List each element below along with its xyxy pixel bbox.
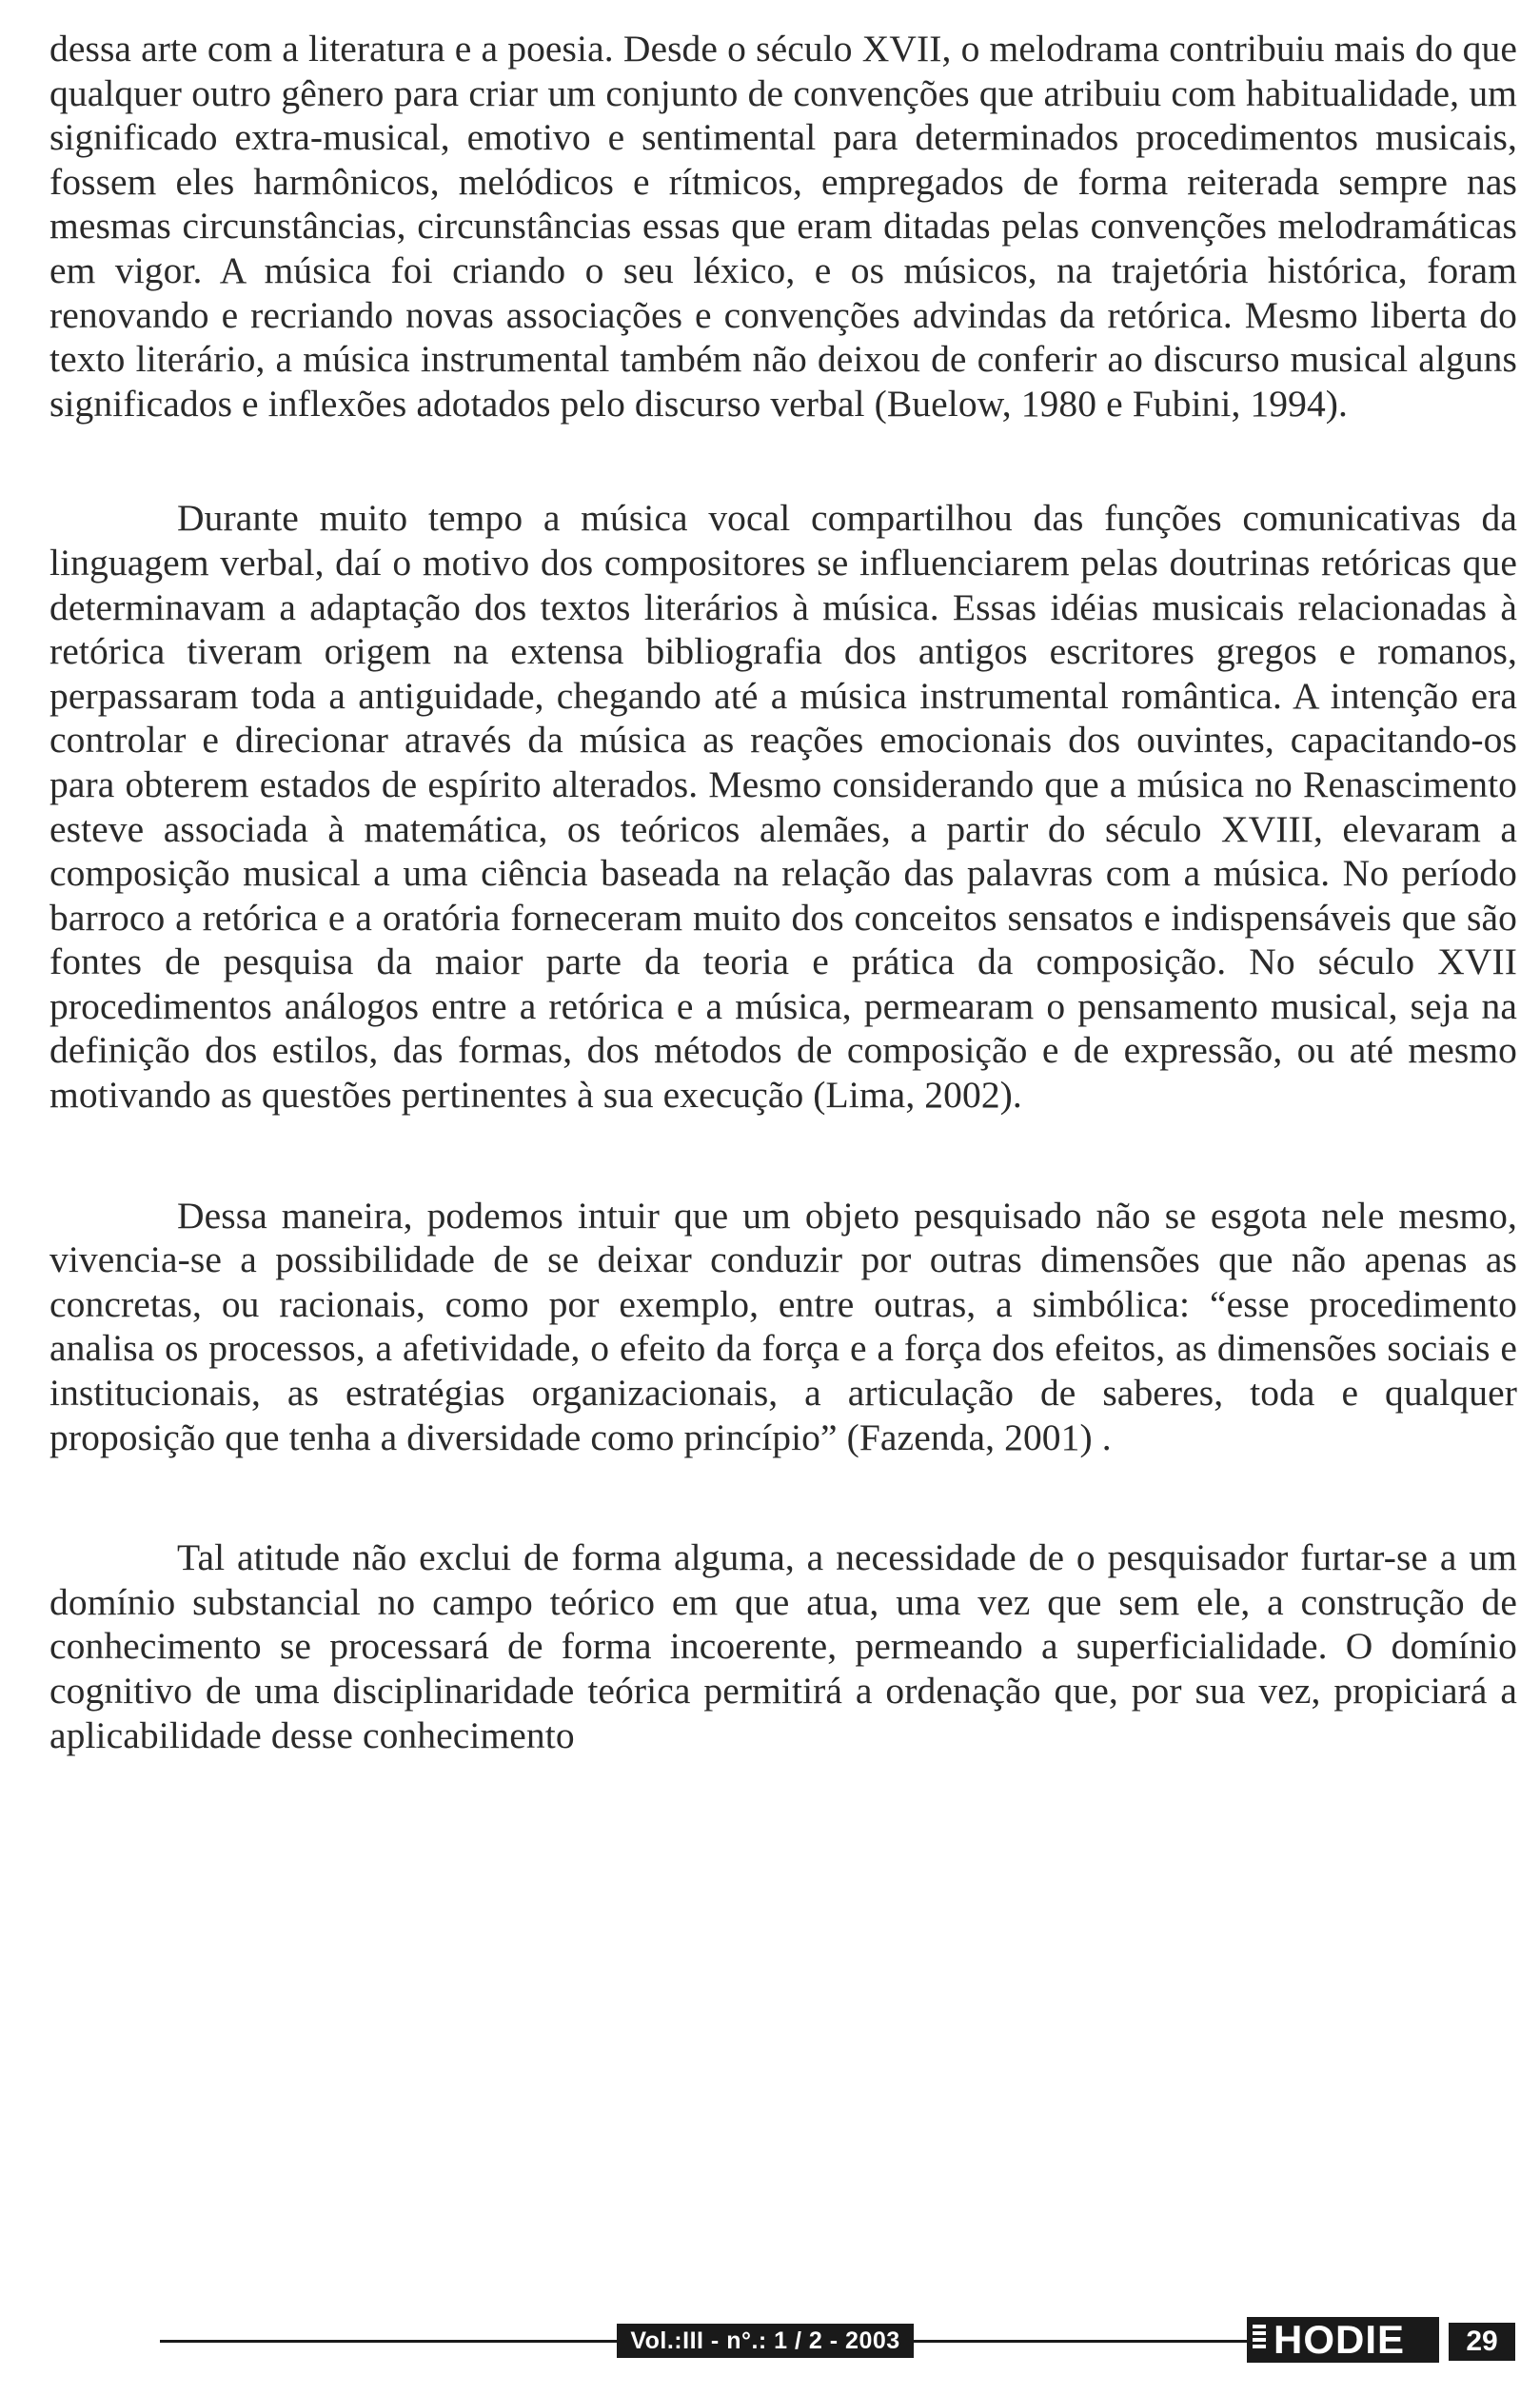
- page-footer: [0, 2317, 1540, 2365]
- paragraph-4: Tal atitude não exclui de forma alguma, a necessidade de o pesquisador furtar-se a um domínio substancial no campo teórico em que atua, uma vez que sem ele, a construção de conhecimento se processará de forma incoerente, permeando a superficialidade. O domínio cognitivo de uma disciplinaridade teórica permitirá a ordenação que, por sua vez, propiciará a aplicabilidade desse conhecimento: [49, 1536, 1517, 1756]
- journal-logo: [1247, 2317, 1439, 2363]
- paragraph-3: Dessa maneira, podemos intuir que um objeto pesquisado não se esgota nele mesmo, vivencia-se a possibilidade de se deixar conduzir por outras dimensões que não apenas as concretas, ou racionais, como por exemplo, entre outras, a simbólica: “esse procedimento analisa os processos, a afetividade, o efeito da força e a força dos efeitos, as dimensões sociais e institucionais, as estratégias organizacionais, a articulação de saberes, toda e qualquer proposição que tenha a diversidade como princípio” (Fazenda, 2001) .: [49, 1194, 1517, 1458]
- footer-rule-right: [914, 2340, 1247, 2343]
- page-number: 29: [1449, 2323, 1515, 2361]
- logo-mark-icon: [1253, 2325, 1266, 2355]
- paragraph-1: dessa arte com a literatura e a poesia. Desde o século XVII, o melodrama contribuiu mais do que qualquer outro gênero para criar um conjunto de convenções que atribuiu com habitualidade, um significado extra-musical, emotivo e sentimental para determinados procedimentos musicais, fossem eles harmônicos, melódicos e rítmicos, empregados de forma reiterada sempre nas mesmas circunstâncias, circunstâncias essas que eram ditadas pelas convenções melodramáticas em vigor. A música foi criando o seu léxico, e os músicos, na trajetória histórica, foram renovando e recriando novas associações e convenções advindas da retórica. Mesmo liberta do texto literário, a música instrumental também não deixou de conferir ao discurso musical alguns significados e inflexões adotados pelo discurso verbal (Buelow, 1980 e Fubini, 1994).: [49, 28, 1517, 425]
- volume-label: Vol.:III - n°.: 1 / 2 - 2003: [617, 2324, 914, 2358]
- article-body: [49, 27, 1517, 1757]
- paragraph-2: Durante muito tempo a música vocal compartilhou das funções comunicativas da linguagem verbal, daí o motivo dos compositores se influenciarem pelas doutrinas retóricas que determinavam a adaptação dos textos literários à música. Essas idéias musicais relacionadas à retórica tiveram origem na extensa bibliografia dos antigos escritores gregos e romanos, perpassaram toda a antiguidade, chegando até a música instrumental romântica. A intenção era controlar e direcionar através da música as reações emocionais dos ouvintes, capacitando-os para obterem estados de espírito alterados. Mesmo considerando que a música no Renascimento esteve associada à matemática, os teóricos alemães, a partir do século XVIII, elevaram a composição musical a uma ciência baseada na relação das palavras com a música. No período barroco a retórica e a oratória forneceram muito dos conceitos sensatos e indispensáveis que são fontes de pesquisa da maior parte da teoria e prática da composição. No século XVII procedimentos análogos entre a retórica e a música, permearam o pensamento musical, seja na definição dos estilos, das formas, dos métodos de composição e de expressão, ou até mesmo motivando as questões pertinentes à sua execução (Lima, 2002).: [49, 497, 1517, 1117]
- footer-rule-left: [160, 2340, 617, 2343]
- journal-name: HODIE: [1273, 2317, 1406, 2362]
